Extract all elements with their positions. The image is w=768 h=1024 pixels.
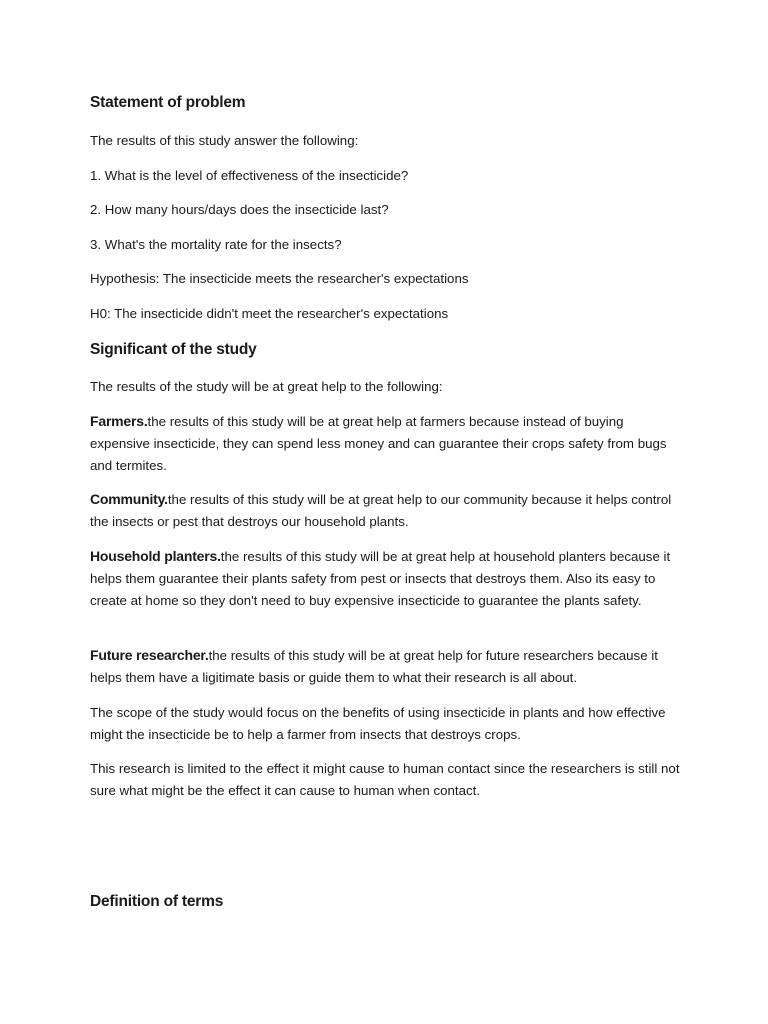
researcher-lead: Future researcher. <box>90 647 209 663</box>
definitions-heading: Definition of terms <box>90 893 224 910</box>
planters-text: the results of this study will be at great help at household planters because it helps them guarantee their plants safety from pest or insects that destroys them. Also its easy to create at home so they don't need to buy expensive insecticide to guarantee the plants safety. <box>90 549 671 608</box>
farmers-text: the results of this study will be at great help at farmers because instead of buying expensive insecticide, they can spend less money and can guarantee their crops safety from bugs and termites. <box>90 414 667 473</box>
farmers-paragraph <box>90 411 685 476</box>
researcher-text: the results of this study will be at great help for future researchers because it helps them have a ligitimate basis or guide them to what their research is all about. <box>90 648 658 685</box>
hypothesis: Hypothesis: The insecticide meets the researcher's expectations <box>90 271 469 286</box>
community-lead: Community. <box>90 491 168 507</box>
community-paragraph <box>90 489 685 533</box>
community-text: the results of this study will be at great help to our community because it helps control the insects or pest that destroys our household plants. <box>90 492 672 529</box>
question-1: 1. What is the level of effectiveness of the insecticide? <box>90 168 409 183</box>
statement-heading: Statement of problem <box>90 94 246 111</box>
statement-intro: The results of this study answer the following: <box>90 133 359 148</box>
farmers-lead: Farmers. <box>90 413 148 429</box>
planters-lead: Household planters. <box>90 548 221 564</box>
null-hypothesis: H0: The insecticide didn't meet the researcher's expectations <box>90 306 449 321</box>
significance-intro: The results of the study will be at great help to the following: <box>90 379 443 394</box>
scope-paragraph: The scope of the study would focus on the benefits of using insecticide in plants and how effective might the insecticide be to help a farmer from insects that destroys crops. <box>90 705 666 742</box>
researcher-paragraph <box>90 645 685 689</box>
question-2: 2. How many hours/days does the insecticide last? <box>90 202 389 217</box>
question-3: 3. What's the mortality rate for the insects? <box>90 237 342 252</box>
planters-paragraph <box>90 546 685 611</box>
significance-heading: Significant of the study <box>90 341 257 358</box>
limitation-paragraph: This research is limited to the effect it might cause to human contact since the researchers is still not sure what might be the effect it can cause to human when contact. <box>90 761 680 798</box>
